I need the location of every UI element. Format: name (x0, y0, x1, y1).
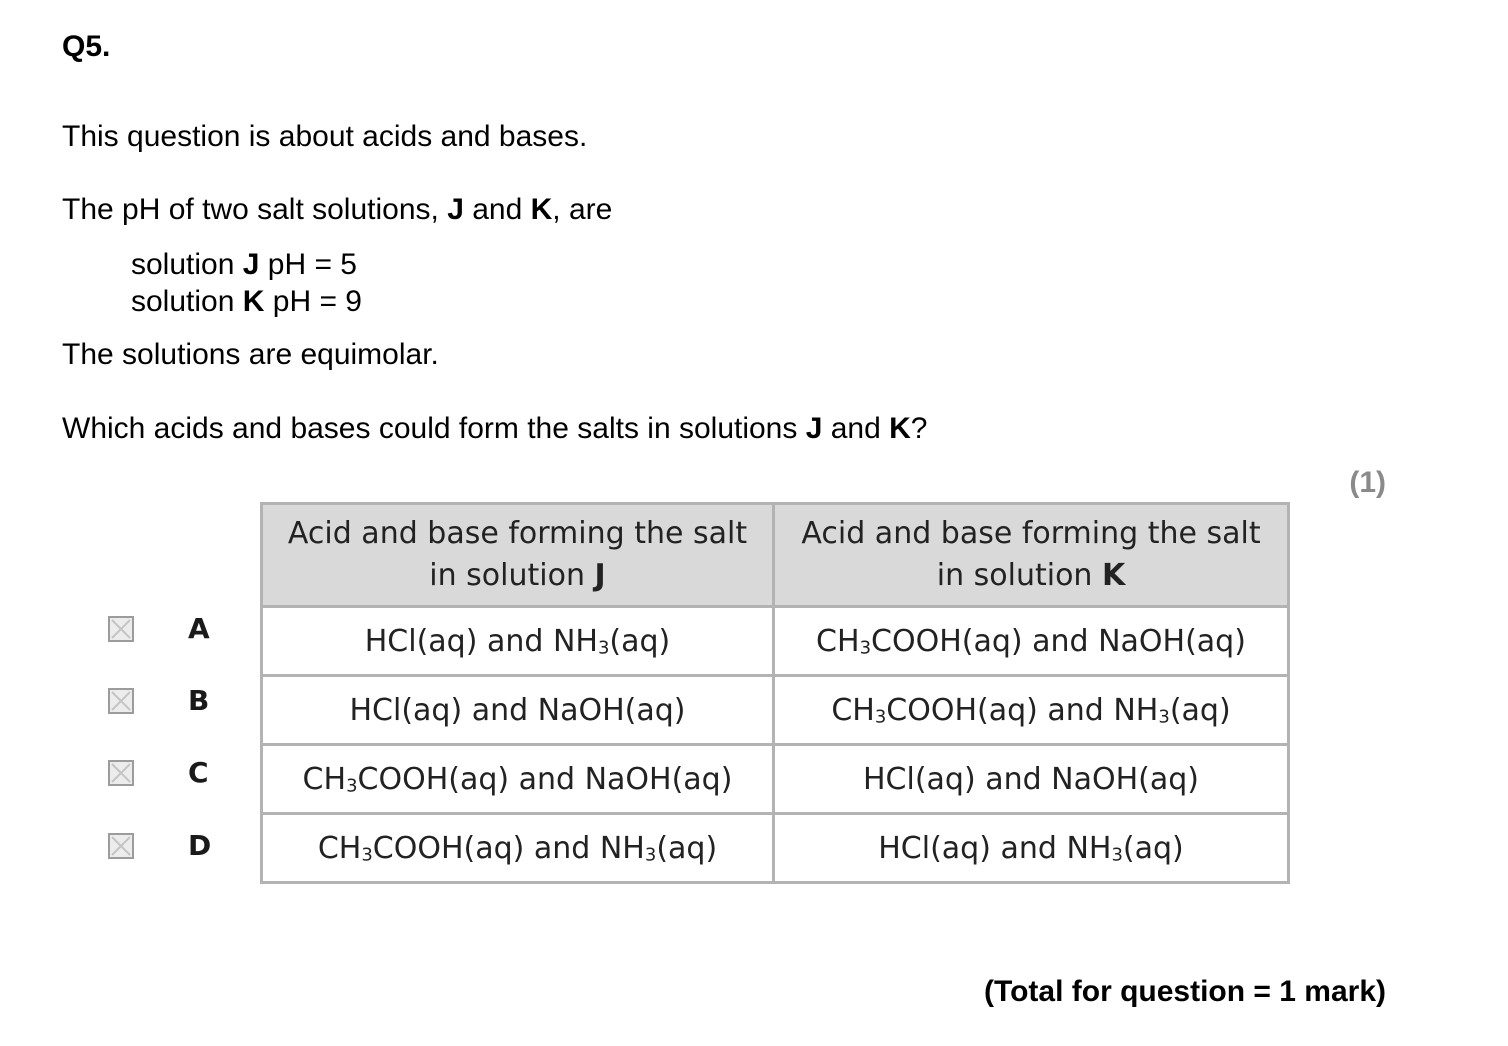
checkbox-icon[interactable] (108, 833, 134, 859)
cell-solution-k: HCl(aq) and $NH_3(aq)$ (774, 814, 1289, 883)
checkbox-icon[interactable] (108, 688, 134, 714)
table-row (262, 676, 1289, 745)
intro-text: This question is about acids and bases. (62, 120, 588, 153)
cell-solution-j: $CH_3COOH(aq)$ and NaOH(aq) (262, 745, 774, 814)
options-table (260, 502, 1290, 884)
option-letter: B (188, 684, 210, 717)
cell-solution-j: $CH_3COOH(aq)$ and $NH_3(aq)$ (262, 814, 774, 883)
header-solution-j: Acid and base forming the salt in solution J (262, 504, 774, 607)
table-row (262, 814, 1289, 883)
table-row (262, 745, 1289, 814)
option-letter: C (188, 756, 209, 789)
cell-solution-j: HCl(aq) and $NH_3(aq)$ (262, 607, 774, 676)
option-c[interactable] (108, 756, 248, 796)
cell-solution-k: $CH_3COOH(aq)$ and $NH_3(aq)$ (774, 676, 1289, 745)
option-a[interactable] (108, 612, 248, 652)
total-marks: (Total for question = 1 mark) (984, 975, 1386, 1008)
option-b[interactable] (108, 684, 248, 724)
option-letter: D (188, 829, 212, 862)
checkbox-icon[interactable] (108, 616, 134, 642)
question-prompt: Which acids and bases could form the salts in solutions J and K? (62, 412, 928, 445)
solution-k-ph: solution K pH = 9 (131, 285, 362, 318)
mark-allocation: (1) (1349, 466, 1386, 499)
question-number: Q5. (62, 30, 111, 63)
cell-solution-k: $CH_3COOH(aq)$ and NaOH(aq) (774, 607, 1289, 676)
ph-statement: The pH of two salt solutions, J and K, are (62, 193, 613, 226)
option-d[interactable] (108, 829, 248, 869)
cell-solution-j: HCl(aq) and NaOH(aq) (262, 676, 774, 745)
table-header-row (262, 504, 1289, 607)
solution-j-ph: solution J pH = 5 (131, 248, 357, 281)
cell-solution-k: HCl(aq) and NaOH(aq) (774, 745, 1289, 814)
option-letter: A (188, 612, 210, 645)
equimolar-text: The solutions are equimolar. (62, 338, 439, 371)
header-solution-k: Acid and base forming the salt in solution K (774, 504, 1289, 607)
table-row (262, 607, 1289, 676)
checkbox-icon[interactable] (108, 760, 134, 786)
